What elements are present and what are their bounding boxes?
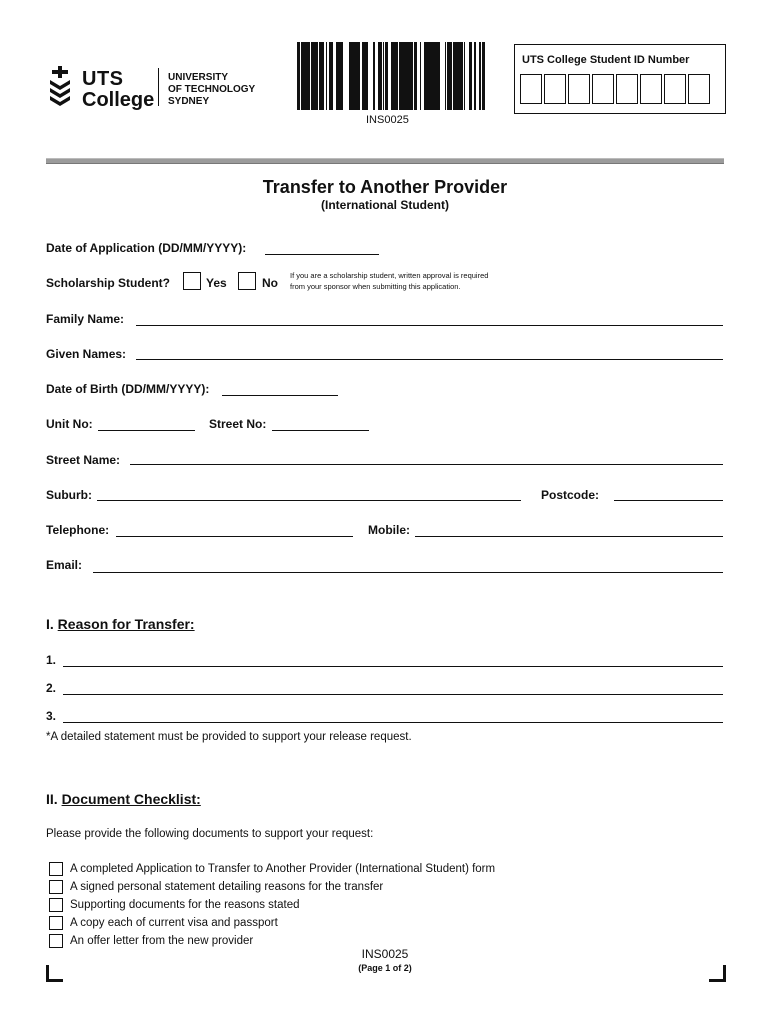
scholarship-note-line-1: If you are a scholarship student, written approval is required <box>290 271 489 280</box>
student-id-cell[interactable] <box>568 74 590 104</box>
scholarship-no-label: No <box>262 276 278 290</box>
family-name-label: Family Name: <box>46 312 125 326</box>
student-id-cell[interactable] <box>640 74 662 104</box>
student-id-cell[interactable] <box>520 74 542 104</box>
reason-section-title: Reason for Transfer: <box>57 616 195 632</box>
date-of-application-field[interactable] <box>265 254 379 255</box>
postcode-field[interactable] <box>614 500 723 501</box>
barcode <box>297 42 485 110</box>
student-id-cell[interactable] <box>664 74 686 104</box>
scholarship-note-line-2: from your sponsor when submitting this application. <box>290 282 461 291</box>
page-title: Transfer to Another Provider <box>262 177 508 197</box>
checklist-item-4-checkbox[interactable] <box>49 916 63 930</box>
checklist-intro: Please provide the following documents to support your request: <box>46 828 374 840</box>
date-of-birth-field[interactable] <box>222 395 338 396</box>
given-names-field[interactable] <box>136 359 723 360</box>
student-id-cell[interactable] <box>544 74 566 104</box>
scholarship-student-label: Scholarship Student? <box>46 276 171 290</box>
mobile-field[interactable] <box>415 536 723 537</box>
checklist-section-number: II. <box>46 791 58 807</box>
suburb-field[interactable] <box>97 500 521 501</box>
reason-item-2-field[interactable] <box>63 694 723 695</box>
logo-uts-text: UTS <box>82 68 124 90</box>
barcode-code: INS0025 <box>366 114 409 126</box>
corner-mark-right <box>709 965 726 982</box>
reason-section-number: I. <box>46 616 54 632</box>
footer-code: INS0025 <box>361 947 409 961</box>
postcode-label: Postcode: <box>541 488 600 502</box>
logo-divider <box>158 68 159 106</box>
university-line-2: OF TECHNOLOGY <box>168 84 256 95</box>
checklist-item-2-label: A signed personal statement detailing reasons for the transfer <box>70 881 384 893</box>
unit-no-field[interactable] <box>98 430 195 431</box>
checklist-item-4-label: A copy each of current visa and passport <box>70 917 278 929</box>
page-subtitle: (International Student) <box>321 198 449 212</box>
logo-college-text: College <box>82 89 155 111</box>
email-field[interactable] <box>93 572 723 573</box>
university-line-3: SYDNEY <box>168 96 210 107</box>
unit-no-label: Unit No: <box>46 417 93 431</box>
reason-note: *A detailed statement must be provided to support your release request. <box>46 731 412 743</box>
uts-logo-icon <box>48 66 72 110</box>
student-id-cell[interactable] <box>592 74 614 104</box>
date-of-birth-label: Date of Birth (DD/MM/YYYY): <box>46 382 210 396</box>
checklist-item-3-label: Supporting documents for the reasons stated <box>70 899 300 911</box>
checklist-item-1-checkbox[interactable] <box>49 862 63 876</box>
date-of-application-label: Date of Application (DD/MM/YYYY): <box>46 241 247 255</box>
given-names-label: Given Names: <box>46 347 127 361</box>
student-id-label: UTS College Student ID Number <box>522 54 690 66</box>
header-rule <box>46 158 724 164</box>
reason-section-heading <box>46 616 195 632</box>
reason-item-1-field[interactable] <box>63 666 723 667</box>
reason-item-2-number: 2. <box>46 681 57 695</box>
telephone-label: Telephone: <box>46 523 110 537</box>
mobile-label: Mobile: <box>368 523 410 537</box>
checklist-item-5-checkbox[interactable] <box>49 934 63 948</box>
suburb-label: Suburb: <box>46 488 92 502</box>
street-name-label: Street Name: <box>46 453 121 467</box>
scholarship-yes-checkbox[interactable] <box>183 272 201 290</box>
checklist-section-title: Document Checklist: <box>61 791 201 807</box>
student-id-cell[interactable] <box>688 74 710 104</box>
family-name-field[interactable] <box>136 325 723 326</box>
street-no-label: Street No: <box>209 417 267 431</box>
student-id-cells <box>520 74 712 104</box>
checklist-item-1-label: A completed Application to Transfer to Another Provider (International Student) form <box>70 863 496 875</box>
reason-item-3-field[interactable] <box>63 722 723 723</box>
student-id-cell[interactable] <box>616 74 638 104</box>
checklist-item-5-label: An offer letter from the new provider <box>70 935 254 947</box>
street-no-field[interactable] <box>272 430 369 431</box>
footer-page: (Page 1 of 2) <box>358 963 412 973</box>
scholarship-yes-label: Yes <box>206 276 227 290</box>
checklist-section-heading <box>46 791 201 807</box>
scholarship-no-checkbox[interactable] <box>238 272 256 290</box>
corner-mark-left <box>46 965 63 982</box>
checklist-item-3-checkbox[interactable] <box>49 898 63 912</box>
street-name-field[interactable] <box>130 464 723 465</box>
email-label: Email: <box>46 558 83 572</box>
checklist-item-2-checkbox[interactable] <box>49 880 63 894</box>
reason-item-1-number: 1. <box>46 653 57 667</box>
university-line-1: UNIVERSITY <box>168 72 229 83</box>
reason-item-3-number: 3. <box>46 709 57 723</box>
telephone-field[interactable] <box>116 536 353 537</box>
